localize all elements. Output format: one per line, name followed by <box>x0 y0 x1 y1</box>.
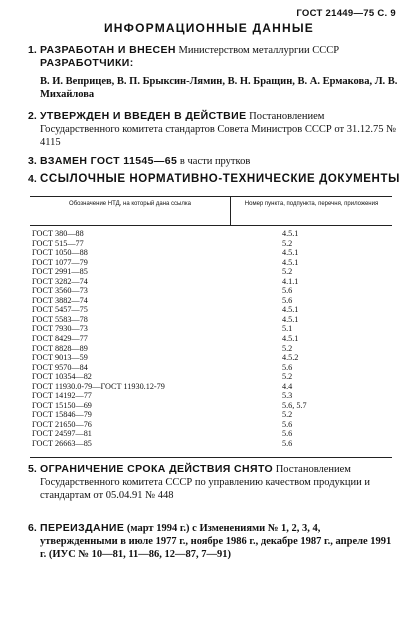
section-number: 2. <box>28 110 37 122</box>
table-body <box>30 229 392 449</box>
section-5 <box>28 463 400 502</box>
section-text: (март 1994 г.) с Изменениями № 1, 2, 3, 4, утвержденными в июле 1977 г., ноябре 1986 г., декабре 1987 г., апреле 1991 г. (ИУС № 10—81, 11—86, 12—87, 7—91) <box>40 523 392 560</box>
row-document: ГОСТ 15846—79 <box>32 410 92 420</box>
table-row <box>30 296 392 306</box>
section-number: 3. <box>28 155 37 167</box>
section-text: Постановлением Государственного комитета стандартов Совета Министров СССР от 31.12.75 № 4115 <box>40 111 397 148</box>
authors-list: В. И. Веприцев, В. П. Брыксин-Лямин, В. Н. Бращин, В. А. Ермакова, Л. В. Михайлова <box>40 76 398 100</box>
section-text: Постановлением Государственного комитета СССР по управлению качеством продукции и стандартам от 05.04.91 № 448 <box>40 464 370 501</box>
table-row <box>30 267 392 277</box>
row-clause: 4.5.1 <box>282 334 299 344</box>
row-clause: 5.6 <box>282 286 293 296</box>
row-clause: 5.6, 5.7 <box>282 400 307 410</box>
row-clause: 5.6 <box>282 419 293 429</box>
row-clause: 4.5.1 <box>282 305 299 315</box>
table-row <box>30 258 392 268</box>
section-number: 6. <box>28 522 37 534</box>
row-document: ГОСТ 7930—73 <box>32 324 88 334</box>
table-row <box>30 353 392 363</box>
row-clause: 4.5.1 <box>282 314 299 324</box>
row-document: ГОСТ 8828—89 <box>32 343 88 353</box>
row-clause: 5.1 <box>282 324 293 334</box>
section-heading: ОГРАНИЧЕНИЕ СРОКА ДЕЙСТВИЯ СНЯТО <box>40 463 274 475</box>
page-header: ГОСТ 21449—75 С. 9 <box>296 8 396 19</box>
row-document: ГОСТ 15150—69 <box>32 400 92 410</box>
table-row <box>30 382 392 392</box>
section-heading: ССЫЛОЧНЫЕ НОРМАТИВНО-ТЕХНИЧЕСКИЕ ДОКУМЕНТЫ <box>40 173 400 185</box>
row-clause: 4.4 <box>282 381 293 391</box>
row-document: ГОСТ 8429—77 <box>32 334 88 344</box>
row-clause: 5.3 <box>282 391 293 401</box>
row-document: ГОСТ 380—88 <box>32 229 84 238</box>
row-clause: 5.6 <box>282 295 293 305</box>
row-clause: 5.6 <box>282 429 293 439</box>
table-row <box>30 286 392 296</box>
table-row <box>30 372 392 382</box>
section-number: 5. <box>28 463 37 475</box>
column-header-clause: Номер пункта, подпункта, перечня, приложения <box>244 201 379 207</box>
section-2 <box>28 110 400 149</box>
column-header-document: Обозначение НТД, на который дана ссылка <box>69 201 191 207</box>
table-row <box>30 363 392 373</box>
row-clause: 5.2 <box>282 267 293 277</box>
table-row <box>30 324 392 334</box>
row-document: ГОСТ 2991—85 <box>32 267 88 277</box>
page-title: ИНФОРМАЦИОННЫЕ ДАННЫЕ <box>103 21 315 35</box>
row-document: ГОСТ 9013—59 <box>32 353 88 363</box>
table-row <box>30 344 392 354</box>
row-document: ГОСТ 26663—85 <box>32 439 92 449</box>
table-row <box>30 248 392 258</box>
table-row <box>30 334 392 344</box>
section-4 <box>28 173 400 186</box>
section-6 <box>28 522 400 561</box>
row-clause: 4.5.1 <box>282 248 299 258</box>
table-row <box>30 229 392 239</box>
section-text: в части прутков <box>177 156 251 167</box>
row-document: ГОСТ 5583—78 <box>32 314 88 324</box>
row-document: ГОСТ 5457—75 <box>32 305 88 315</box>
table-row <box>30 239 392 249</box>
table-row <box>30 439 392 449</box>
row-clause: 5.6 <box>282 439 293 449</box>
row-document: ГОСТ 3560—73 <box>32 286 88 296</box>
table-row <box>30 401 392 411</box>
row-document: ГОСТ 21650—76 <box>32 419 92 429</box>
row-clause: 4.1.1 <box>282 276 299 286</box>
row-clause: 4.5.1 <box>282 229 299 238</box>
row-document: ГОСТ 1077—79 <box>32 257 88 267</box>
table-row <box>30 410 392 420</box>
section-heading: ВЗАМЕН ГОСТ 11545—65 <box>40 155 178 167</box>
section-number: 1. <box>28 44 37 56</box>
section-heading: ПЕРЕИЗДАНИЕ <box>40 522 125 534</box>
header-divider <box>30 225 392 226</box>
table-row <box>30 315 392 325</box>
row-clause: 4.5.2 <box>282 353 299 363</box>
row-document: ГОСТ 24597—81 <box>32 429 92 439</box>
references-table <box>30 196 392 458</box>
row-document: ГОСТ 10354—82 <box>32 372 92 382</box>
section-3 <box>28 155 400 168</box>
row-clause: 5.2 <box>282 372 293 382</box>
developers-label: РАЗРАБОТЧИКИ: <box>40 57 134 69</box>
row-clause: 5.6 <box>282 362 293 372</box>
row-document: ГОСТ 515—77 <box>32 238 84 248</box>
table-row <box>30 420 392 430</box>
row-clause: 5.2 <box>282 238 293 248</box>
section-heading: РАЗРАБОТАН И ВНЕСЕН <box>40 44 176 56</box>
row-document: ГОСТ 9570—84 <box>32 362 88 372</box>
section-1 <box>28 44 400 101</box>
row-document: ГОСТ 3882—74 <box>32 295 88 305</box>
row-clause: 5.2 <box>282 343 293 353</box>
section-text: Министерством металлургии СССР <box>175 45 340 56</box>
row-document: ГОСТ 1050—88 <box>32 248 88 258</box>
section-heading: УТВЕРЖДЕН И ВВЕДЕН В ДЕЙСТВИЕ <box>40 110 247 122</box>
row-document: ГОСТ 3282—74 <box>32 276 88 286</box>
row-document: ГОСТ 11930.0-79—ГОСТ 11930.12-79 <box>32 381 165 391</box>
row-document: ГОСТ 14192—77 <box>32 391 92 401</box>
row-clause: 4.5.1 <box>282 257 299 267</box>
section-number: 4. <box>28 173 37 185</box>
table-row <box>30 391 392 401</box>
table-row <box>30 305 392 315</box>
table-row <box>30 277 392 287</box>
table-row <box>30 429 392 439</box>
row-clause: 5.2 <box>282 410 293 420</box>
